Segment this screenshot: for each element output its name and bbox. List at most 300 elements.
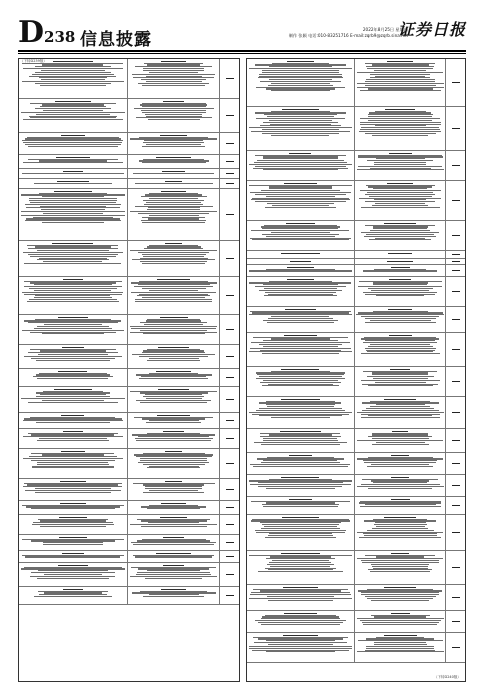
disclosure-row [247,633,465,663]
disclosure-detail-cell [355,475,447,496]
code-mark [452,270,460,272]
code-mark [226,556,234,558]
disclosure-detail-cell [355,585,447,610]
text-line [262,353,339,354]
disclosure-row [19,387,239,413]
code-mark [452,440,460,442]
code-mark [226,78,234,80]
publication-info [289,27,408,39]
disclosure-row [247,59,465,107]
code-mark [226,115,234,117]
disclosure-text-cell [19,179,128,188]
disclosure-text-cell [247,307,355,332]
disclosure-code-cell [220,535,239,550]
disclosure-code-cell [220,155,239,168]
text-line [252,239,349,240]
disclosure-text-cell [19,315,128,344]
disclosure-detail-cell [128,59,220,98]
text-line [133,544,214,545]
text-line [143,596,204,597]
text-line [361,417,440,418]
disclosure-detail-cell [355,397,447,428]
text-line [265,207,336,208]
disclosure-text-cell [19,169,128,178]
disclosure-row [247,333,465,367]
disclosure-detail-cell [128,413,220,428]
code-mark [452,463,460,465]
disclosure-text-cell [19,501,128,514]
disclosure-detail-cell [128,241,220,276]
text-line [23,119,123,120]
text-line [24,263,121,264]
disclosure-row [19,345,239,369]
text-line [147,467,199,468]
disclosure-text-cell [19,563,128,586]
code-mark [226,463,234,465]
disclosure-detail-cell [355,221,447,250]
disclosure-text-cell [247,251,355,258]
code-mark [226,258,234,260]
newspaper-logo: 证券日报 [397,20,466,39]
code-mark [452,261,460,263]
code-mark [452,381,460,383]
text-line [365,322,436,323]
disclosure-row [247,429,465,453]
disclosure-row [19,551,239,563]
disclosure-code-cell [220,189,239,240]
text-line [37,440,109,441]
text-line [387,261,413,262]
disclosure-text-cell [19,345,128,368]
disclosure-detail-cell [128,515,220,534]
text-line [371,600,430,601]
disclosure-code-cell [446,181,465,220]
disclosure-detail-cell [355,333,447,366]
disclosure-code-cell [446,151,465,180]
disclosure-text-cell [19,59,128,98]
text-line [36,422,109,423]
text-line [263,506,338,507]
text-line [370,571,431,572]
text-line [359,537,441,538]
code-mark [452,349,460,351]
disclosure-detail-cell [128,189,220,240]
disclosure-text-cell [19,133,128,154]
disclosure-text-cell [247,221,355,250]
text-line [145,578,201,579]
code-mark [452,128,460,130]
disclosure-text-cell [247,151,355,180]
disclosure-detail-cell [128,449,220,478]
text-line [133,173,214,174]
disclosure-code-cell [220,501,239,514]
disclosure-row [247,497,465,515]
code-mark [452,567,460,569]
disclosure-detail-cell [128,563,220,586]
text-line [360,506,441,507]
text-line [142,263,205,264]
text-line [249,270,351,271]
code-mark [226,183,234,185]
disclosure-detail-cell [128,133,220,154]
disclosure-detail-cell [128,179,220,188]
text-line [146,422,201,423]
disclosure-text-cell [247,265,355,276]
masthead-rule [18,50,466,52]
disclosure-code-cell [220,277,239,314]
text-line [271,135,329,136]
disclosure-detail-cell [355,367,447,396]
disclosure-text-cell [247,515,355,550]
text-line [40,526,105,527]
text-line [369,239,432,240]
text-line [266,651,335,652]
disclosure-row [247,151,465,181]
text-line [357,651,444,652]
code-mark [226,524,234,526]
disclosure-code-cell [220,241,239,276]
text-line [376,295,424,296]
code-mark [452,165,460,167]
disclosure-row [19,155,239,169]
page-letter: D [18,15,45,50]
disclosure-text-cell [19,387,128,412]
code-mark [452,485,460,487]
text-line [42,222,104,223]
code-mark [452,532,460,534]
disclosure-text-cell [19,429,128,448]
disclosure-row [247,221,465,251]
code-mark [226,356,234,358]
text-line [142,85,205,86]
text-line [361,207,440,208]
disclosure-code-cell [220,169,239,178]
code-mark [452,291,460,293]
text-line [368,385,433,386]
text-line [357,169,444,170]
text-line [42,333,105,334]
disclosure-row [247,307,465,333]
disclosure-row [19,179,239,189]
code-mark [452,235,460,237]
disclosure-detail-cell [355,151,447,180]
text-line [31,508,115,509]
disclosure-column-right [246,58,466,682]
disclosure-row [247,551,465,585]
disclosure-code-cell [446,277,465,306]
text-line [271,90,331,91]
disclosure-code-cell [446,611,465,632]
disclosure-text-cell [19,551,128,562]
disclosure-code-cell [446,59,465,106]
text-line [372,135,428,136]
disclosure-code-cell [446,107,465,150]
disclosure-row [247,585,465,611]
text-line [135,556,211,557]
disclosure-text-cell [247,181,355,220]
code-mark [452,254,460,256]
disclosure-text-cell [19,189,128,240]
disclosure-row [247,251,465,259]
code-mark [226,420,234,422]
disclosure-row [19,429,239,449]
disclosure-detail-cell [355,633,447,662]
disclosure-detail-cell [128,387,220,412]
code-mark [452,200,460,202]
disclosure-detail-cell [355,429,447,452]
disclosure-detail-cell [355,265,447,276]
disclosure-code-cell [220,479,239,500]
text-line [135,183,213,184]
text-line [34,596,113,597]
disclosure-code-cell [220,515,239,534]
disclosure-row [247,611,465,633]
text-line [142,146,204,147]
text-line [147,508,200,509]
code-mark [226,295,234,297]
code-mark [226,329,234,331]
disclosure-detail-cell [128,345,220,368]
text-line [262,385,339,386]
disclosure-code-cell [446,333,465,366]
text-line [363,624,437,625]
disclosure-row [19,413,239,429]
disclosure-row [19,515,239,535]
disclosure-code-cell [220,387,239,412]
disclosure-text-cell [19,479,128,500]
code-mark [226,377,234,379]
disclosure-code-cell [446,429,465,452]
text-line [40,85,106,86]
disclosure-text-cell [247,259,355,264]
disclosure-detail-cell [355,59,447,106]
text-line [372,444,429,445]
masthead-rule-thin [18,53,466,54]
code-mark [452,647,460,649]
disclosure-code-cell [446,221,465,250]
text-line [43,544,102,545]
disclosure-text-cell [19,515,128,534]
disclosure-row [247,367,465,397]
disclosure-text-cell [247,429,355,452]
disclosure-detail-cell [128,429,220,448]
date-line: 2022年8月25日 星期四 [362,27,408,32]
text-line [258,571,343,572]
disclosure-detail-cell [355,497,447,514]
text-line [271,417,330,418]
text-line [361,353,440,354]
disclosure-text-cell [247,497,355,514]
disclosure-row [19,241,239,277]
disclosure-row [19,169,239,179]
text-line [34,183,111,184]
disclosure-row [247,453,465,475]
disclosure-text-cell [19,535,128,550]
disclosure-row [19,449,239,479]
disclosure-code-cell [220,413,239,428]
editor-line: 制作 张颖 电话:010-83251716 E-mail:zqrb9@zqrb.sina.net [288,33,408,38]
code-mark [226,399,234,401]
disclosure-code-cell [446,551,465,584]
code-mark [452,412,460,414]
disclosure-code-cell [446,453,465,474]
disclosure-code-cell [446,497,465,514]
text-line [25,556,120,557]
disclosure-row [247,181,465,221]
text-line [22,173,124,174]
disclosure-code-cell [446,259,465,264]
text-line [23,162,123,163]
disclosure-code-cell [220,587,239,604]
disclosure-row [19,133,239,155]
text-line [281,253,319,254]
text-line [28,402,118,403]
text-line [35,492,111,493]
disclosure-row [247,475,465,497]
disclosure-code-cell [446,633,465,662]
disclosure-text-cell [247,585,355,610]
disclosure-text-cell [19,449,128,478]
disclosure-detail-cell [355,551,447,584]
code-mark [226,214,234,216]
text-line [143,333,205,334]
disclosure-code-cell [446,265,465,276]
disclosure-row [19,587,239,605]
disclosure-detail-cell [128,99,220,132]
disclosure-row [247,107,465,151]
disclosure-text-cell [19,413,128,428]
disclosure-code-cell [220,369,239,386]
text-line [148,119,200,120]
text-line [143,492,204,493]
disclosure-code-cell [220,179,239,188]
disclosure-row [19,59,239,99]
text-line [37,578,110,579]
disclosure-code-cell [446,397,465,428]
continuation-note-right: （下转D240版） [434,675,461,679]
disclosure-code-cell [220,449,239,478]
text-line [28,146,119,147]
disclosure-detail-cell [355,251,447,258]
text-line [367,466,433,467]
disclosure-text-cell [247,551,355,584]
text-line [263,169,337,170]
disclosure-code-cell [220,429,239,448]
disclosure-code-cell [220,345,239,368]
code-mark [452,319,460,321]
code-mark [226,143,234,145]
disclosure-code-cell [446,585,465,610]
disclosure-text-cell [19,369,128,386]
code-mark [226,542,234,544]
disclosure-code-cell [446,307,465,332]
text-line [36,360,110,361]
disclosure-text-cell [247,107,355,150]
text-line [267,322,334,323]
disclosure-row [19,99,239,133]
text-line [253,466,348,467]
text-line [261,444,339,445]
text-line [140,402,206,403]
text-line [268,600,332,601]
text-line [265,537,337,538]
disclosure-detail-cell [128,155,220,168]
disclosure-detail-cell [355,181,447,220]
disclosure-detail-cell [128,169,220,178]
disclosure-text-cell [247,277,355,306]
text-line [290,261,312,262]
disclosure-detail-cell [355,611,447,632]
code-mark [226,173,234,175]
text-line [27,301,119,302]
disclosure-detail-cell [355,515,447,550]
disclosure-text-cell [247,633,355,662]
disclosure-detail-cell [128,501,220,514]
page-number: 238 [44,28,76,46]
disclosure-detail-cell [355,277,447,306]
disclosure-code-cell [220,315,239,344]
disclosure-text-cell [247,59,355,106]
disclosure-column-left [18,58,240,682]
disclosure-code-cell [446,251,465,258]
disclosure-row [19,277,239,315]
disclosure-row [19,501,239,515]
disclosure-code-cell [220,563,239,586]
code-mark [226,161,234,163]
disclosure-detail-cell [128,479,220,500]
page-code [18,15,76,50]
disclosure-code-cell [446,367,465,396]
code-mark [226,438,234,440]
disclosure-text-cell [247,475,355,496]
text-line [32,467,114,468]
disclosure-row [19,315,239,345]
continuation-note-left: （下转D239版） [20,59,47,63]
text-line [37,378,108,379]
disclosure-detail-cell [128,369,220,386]
text-line [363,270,437,271]
disclosure-row [247,515,465,551]
text-line [261,624,340,625]
code-mark [226,489,234,491]
code-mark [452,597,460,599]
disclosure-detail-cell [128,315,220,344]
disclosure-text-cell [19,155,128,168]
text-line [368,488,432,489]
text-line [360,90,441,91]
code-mark [452,82,460,84]
text-line [142,222,205,223]
disclosure-code-cell [446,475,465,496]
disclosure-code-cell [220,59,239,98]
disclosure-detail-cell [355,107,447,150]
text-line [147,360,200,361]
disclosure-text-cell [19,241,128,276]
disclosure-row [19,535,239,551]
code-mark [452,505,460,507]
text-line [135,301,213,302]
section-title: 信息披露 [80,30,152,50]
disclosure-row [19,369,239,387]
disclosure-detail-cell [355,453,447,474]
disclosure-text-cell [247,611,355,632]
text-line [264,295,338,296]
text-line [136,440,211,441]
disclosure-row [247,397,465,429]
disclosure-text-cell [19,99,128,132]
disclosure-text-cell [247,367,355,396]
disclosure-detail-cell [128,277,220,314]
